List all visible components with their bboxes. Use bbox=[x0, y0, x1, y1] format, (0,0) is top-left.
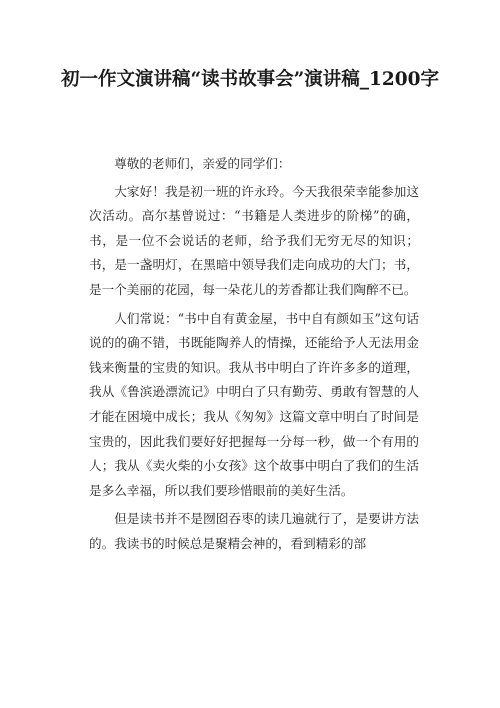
document-title: 初一作文演讲稿“读书故事会”演讲稿_1200字 bbox=[60, 69, 440, 90]
body-paragraph-2: 人们常说：“书中自有黄金屋，书中自有颜如玉”这句话说的的确不错，书既能陶养人的情操，还能给予人无法用金钱来衡量的宝贵的知识。我从书中明白了许许多多的道理，我从《鲁滨逊漂流记》中明白了只有勤劳、勇敢有智慧的人才能在困境中成长；我从《匆匆》这篇文章中明白了时间是宝贵的，因此我们要好好把握每一分每一秒，做一个有用的人；我从《卖火柴的小女孩》这个故事中明白了我们的生活是多么幸福，所以我们要珍惜眼前的美好生活。 bbox=[89, 310, 419, 498]
greeting-paragraph: 尊敬的老师们，亲爱的同学们： bbox=[114, 156, 291, 171]
body-paragraph-1: 大家好！我是初一班的许永玲。今天我很荣幸能参加这次活动。高尔基曾说过：“书籍是人类进步的阶梯”的确，书，是一位不会说话的老师，给予我们无穷无尽的知识；书，是一盏明灯，在黑暗中领导我们走向成功的大门；书，是一个美丽的花园，每一朵花儿的芳香都让我们陶醉不已。 bbox=[89, 183, 419, 297]
body-paragraph-3: 但是读书并不是囫囵吞枣的读几遍就行了，是要讲方法的。我读书的时候总是聚精会神的，看到精彩的部 bbox=[89, 511, 419, 551]
document-body bbox=[89, 152, 419, 561]
